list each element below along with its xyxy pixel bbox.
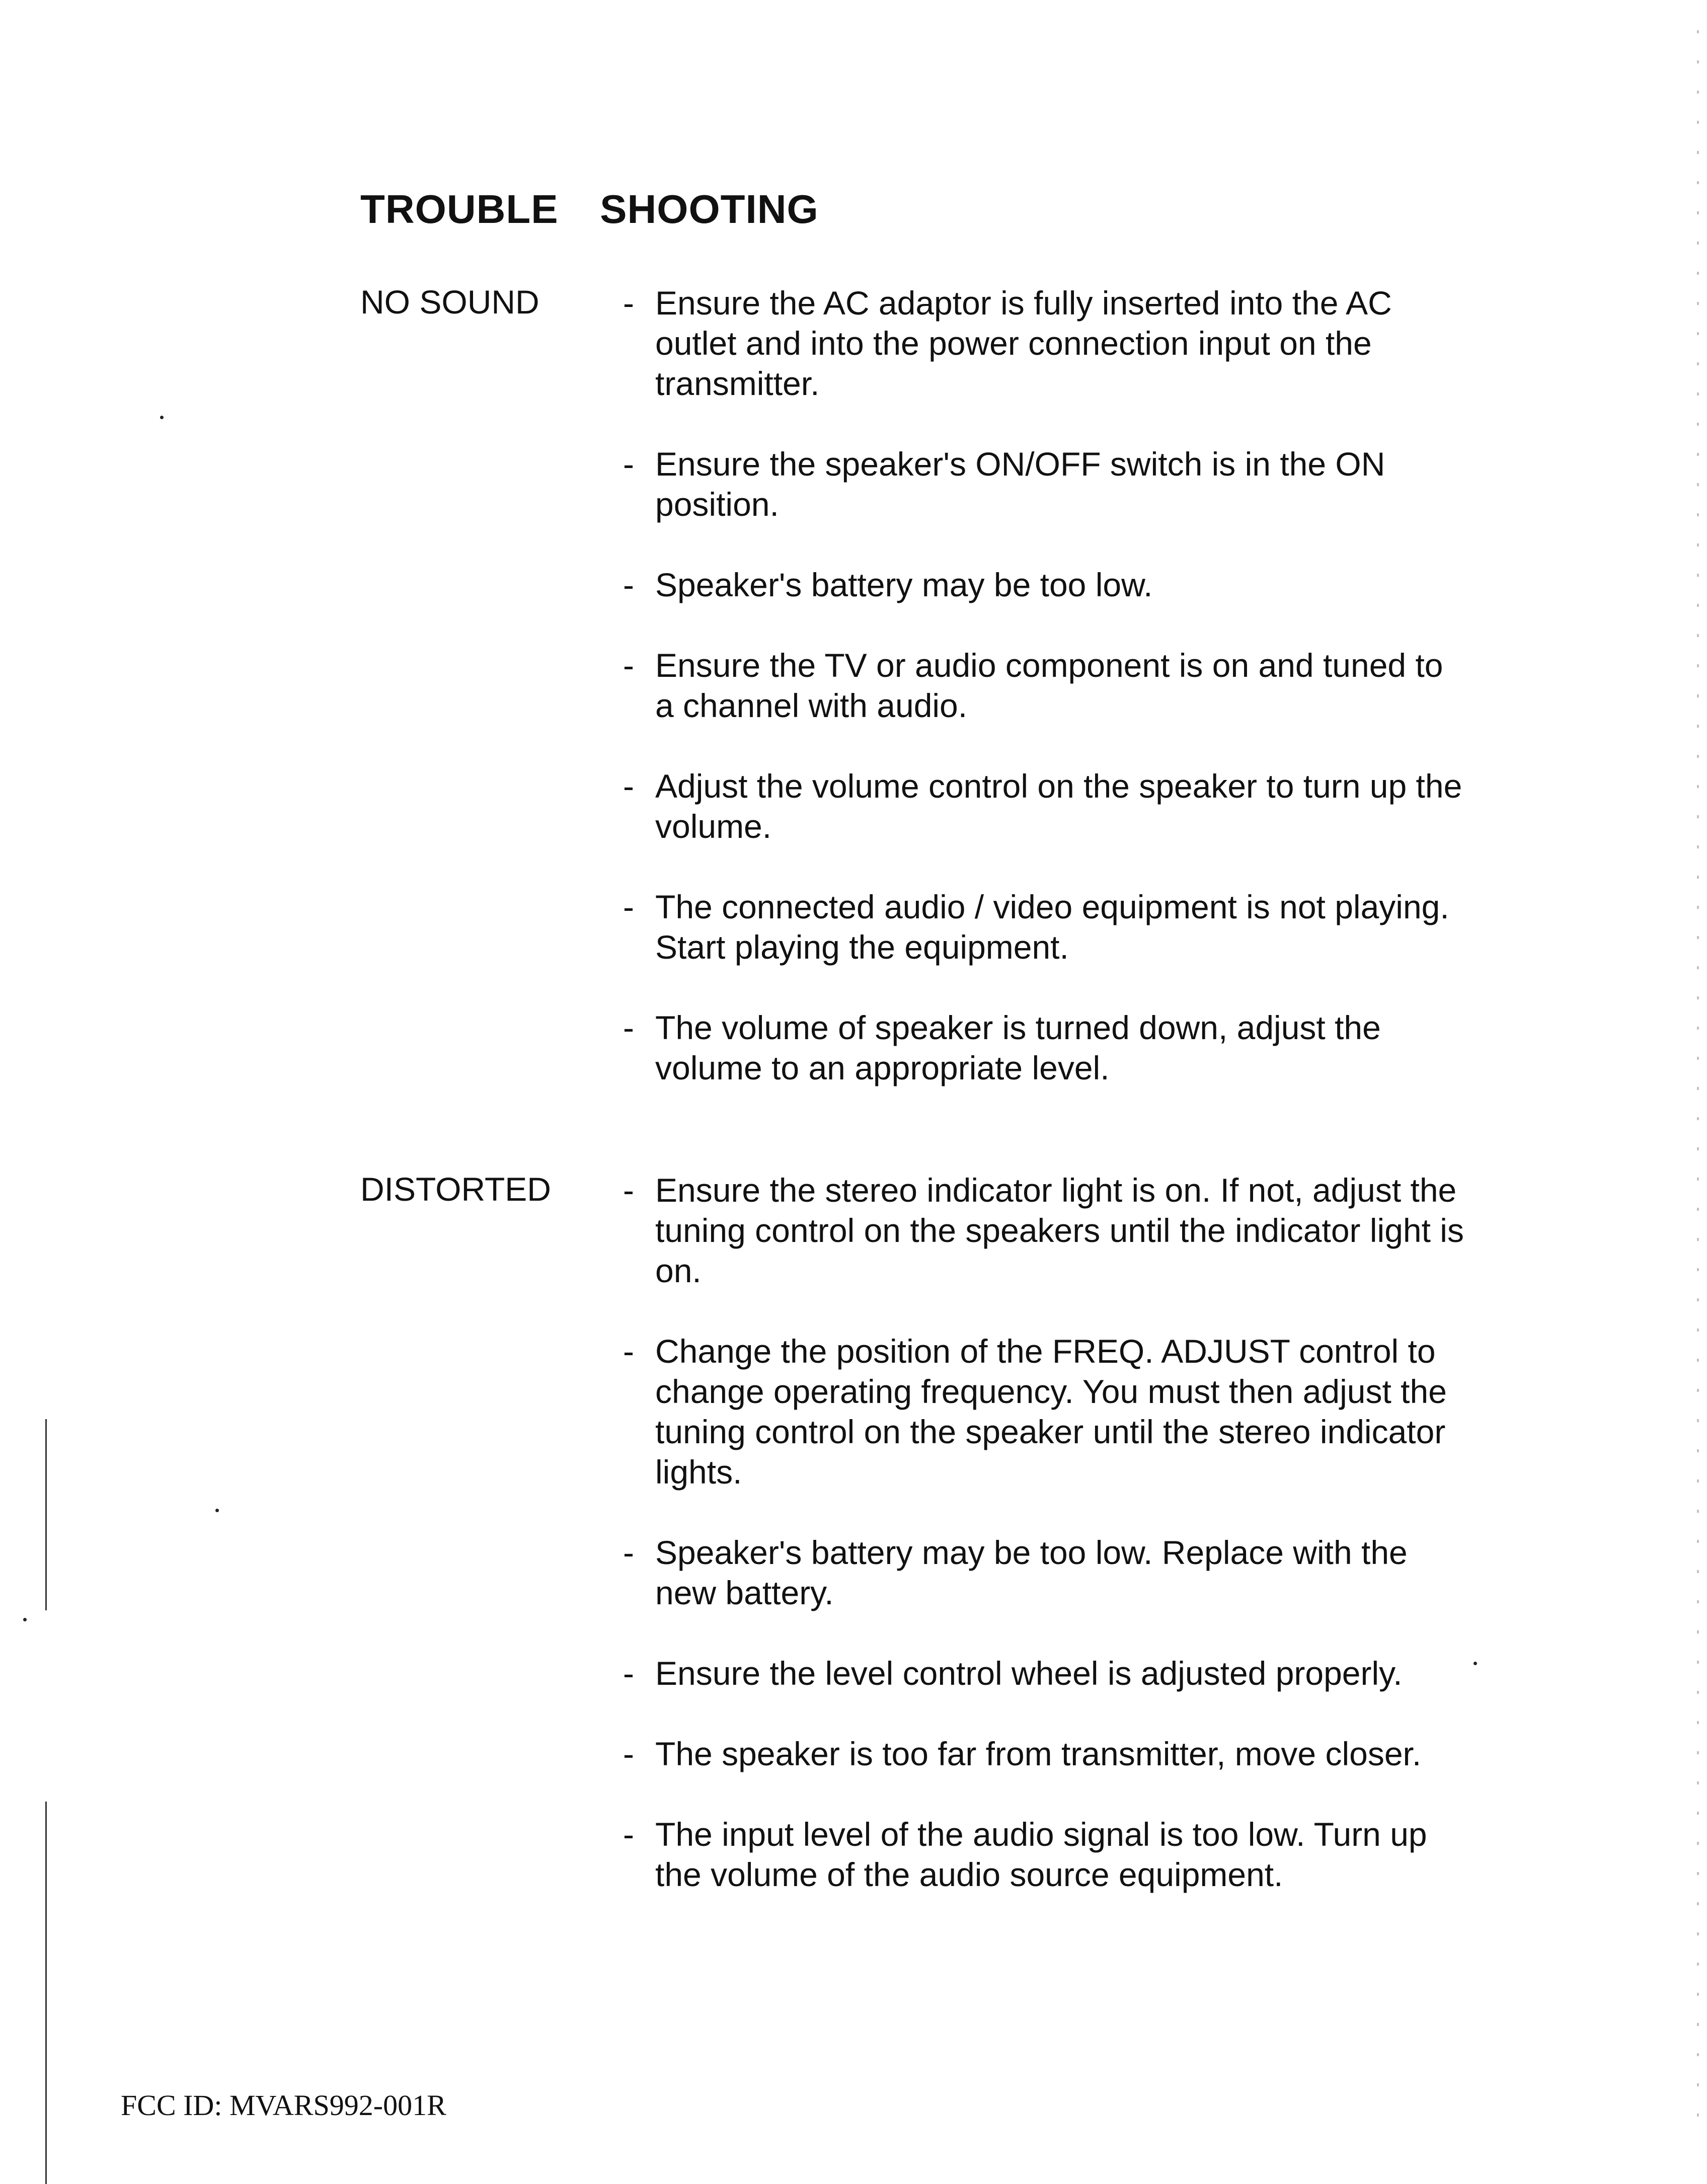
section-label: NO SOUND	[360, 283, 539, 321]
list-item: - Speaker's battery may be too low.	[623, 565, 1468, 605]
item-list	[623, 1170, 1468, 1935]
section-label: DISTORTED	[360, 1171, 551, 1208]
list-item: - The connected audio / video equipment is not playing. Start playing the equipment.	[623, 887, 1468, 967]
item-list	[623, 283, 1468, 1128]
list-item: - Ensure the TV or audio component is on and tuned to a channel with audio.	[623, 645, 1468, 726]
scan-edge-line	[45, 1419, 47, 1610]
scan-edge-line	[45, 1802, 47, 2184]
scan-speck	[160, 416, 164, 419]
scan-edge-noise	[1697, 30, 1699, 2144]
fcc-id-footer: FCC ID: MVARS992-001R	[121, 2089, 446, 2122]
scan-speck	[1473, 1662, 1477, 1665]
list-item: - The input level of the audio signal is too low. Turn up the volume of the audio source equipment.	[623, 1814, 1468, 1895]
list-item: - Adjust the volume control on the speaker to turn up the volume.	[623, 766, 1468, 846]
list-item: - Ensure the speaker's ON/OFF switch is in the ON position.	[623, 444, 1468, 524]
list-item: - The speaker is too far from transmitter, move closer.	[623, 1734, 1468, 1774]
page-title: TROUBLE SHOOTING	[360, 187, 819, 231]
list-item: - Ensure the AC adaptor is fully inserted into the AC outlet and into the power connection input on the transmitter.	[623, 283, 1468, 404]
list-item: - Ensure the level control wheel is adjusted properly.	[623, 1653, 1468, 1693]
list-item: - Change the position of the FREQ. ADJUST control to change operating frequency. You must then adjust the tuning control on the speaker until the stereo indicator lights.	[623, 1331, 1468, 1492]
list-item: - The volume of speaker is turned down, adjust the volume to an appropriate level.	[623, 1007, 1468, 1088]
list-item: - Ensure the stereo indicator light is on. If not, adjust the tuning control on the speakers until the indicator light is on.	[623, 1170, 1468, 1291]
scan-speck	[215, 1509, 219, 1512]
list-item: - Speaker's battery may be too low. Replace with the new battery.	[623, 1532, 1468, 1613]
scan-speck	[23, 1618, 27, 1621]
